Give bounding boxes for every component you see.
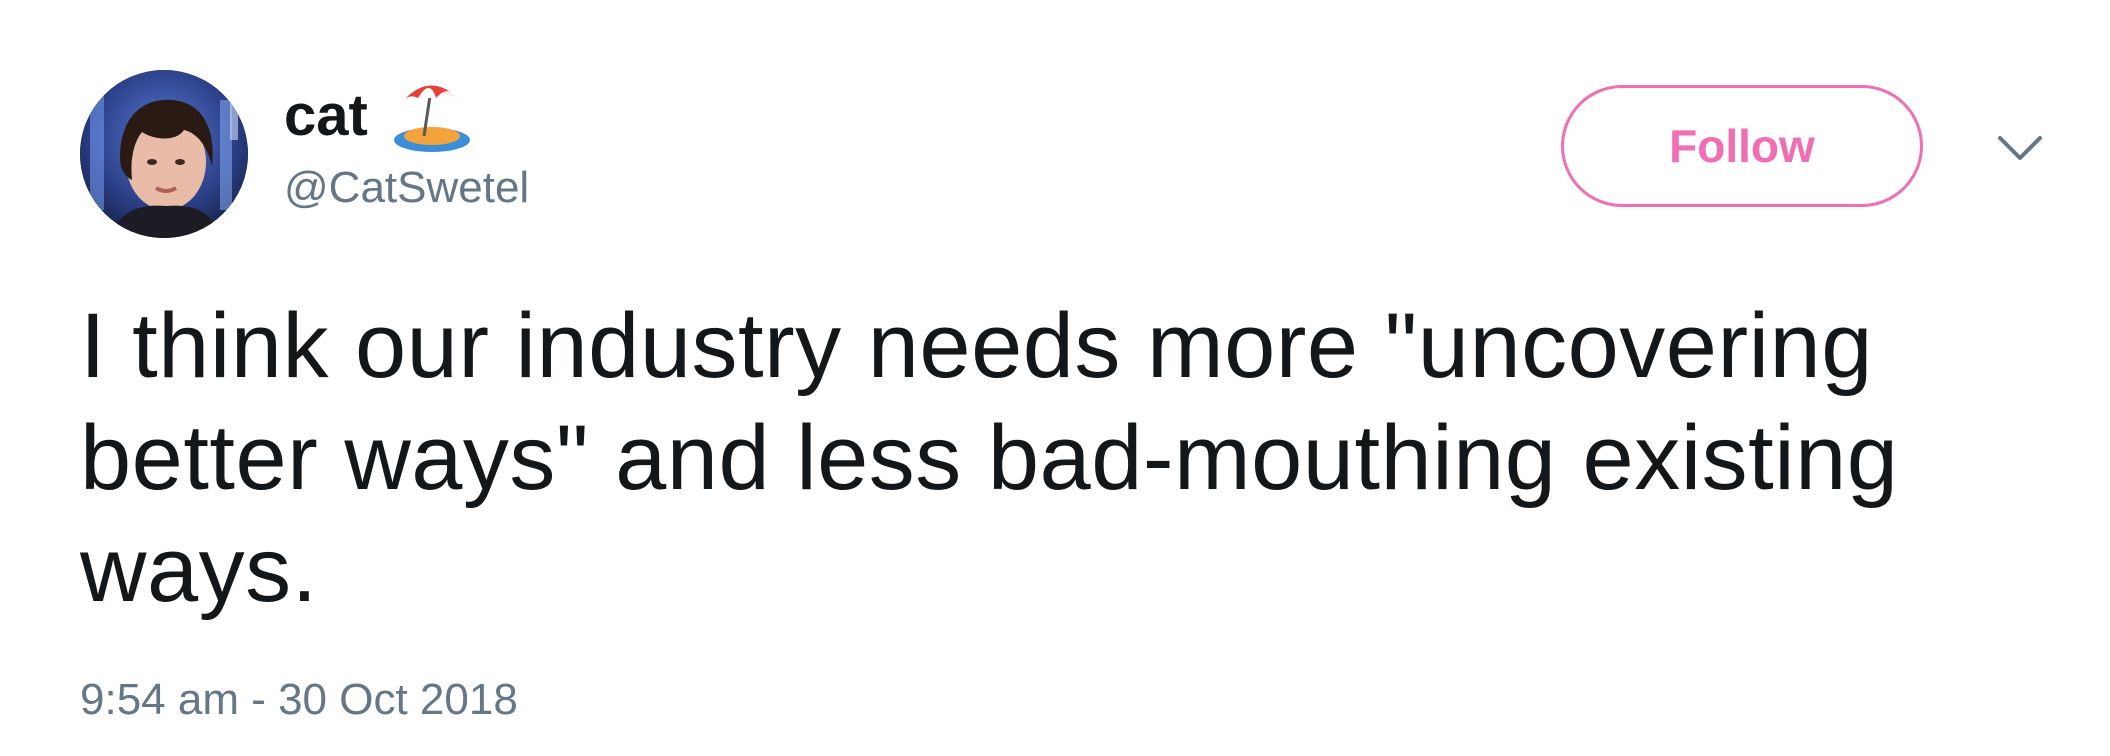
author-handle[interactable]: @CatSwetel <box>284 163 530 212</box>
tweet-text: I think our industry needs more "uncovering better ways" and less bad-mouthing existing ways. <box>80 295 1899 621</box>
display-name[interactable]: cat <box>284 83 368 148</box>
chevron-down-icon[interactable] <box>1996 134 2044 164</box>
avatar-image <box>80 70 248 238</box>
follow-button[interactable]: Follow <box>1561 85 1923 207</box>
beach-with-umbrella-icon <box>390 74 474 158</box>
author-name-row <box>284 80 474 152</box>
avatar[interactable] <box>80 70 248 238</box>
tweet-timestamp[interactable]: 9:54 am - 30 Oct 2018 <box>80 675 518 724</box>
